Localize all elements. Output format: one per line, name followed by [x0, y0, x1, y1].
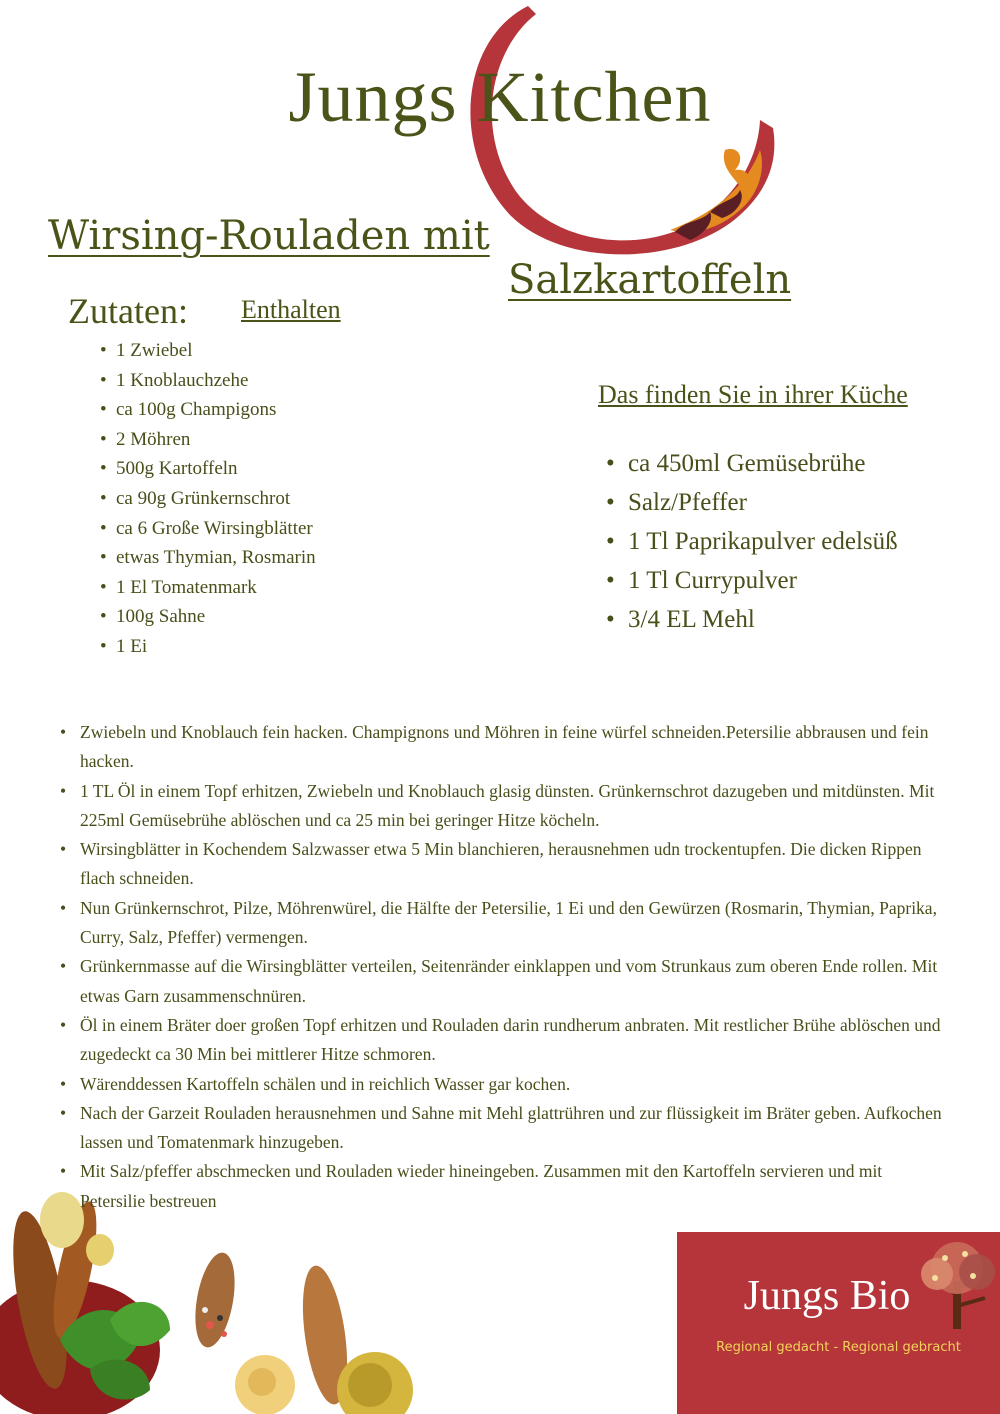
list-item: • 1 Tl Currypulver — [606, 561, 996, 600]
list-item: • 1 Ei — [100, 632, 460, 662]
list-item: • Öl in einem Bräter doer großen Topf erhitzen und Rouladen darin rundherum anbraten. Mit restlicher Brühe ablöschen und zugedeckt ca 30 Min bei mittlerer Hitze schmoren. — [60, 1011, 950, 1070]
list-item: • 2 Möhren — [100, 425, 460, 455]
list-item: • Grünkernmasse auf die Wirsingblätter verteilen, Seitenränder einklappen und vom Strunkaus zum oberen Ende rollen. Mit etwas Garn zusammenschnüren. — [60, 952, 950, 1011]
list-item: • ca 100g Champigons — [100, 395, 460, 425]
list-item: • ca 450ml Gemüsebrühe — [606, 444, 996, 483]
ingredients-sub-label: Enthalten — [241, 295, 341, 324]
ingredients-heading: Zutaten: — [68, 291, 188, 331]
list-item: • 1 Zwiebel — [100, 336, 460, 366]
recipe-title-line1: Wirsing-Rouladen mit — [48, 213, 490, 259]
logo-tagline: Regional gedacht - Regional gebracht — [716, 1340, 961, 1355]
list-item: • 500g Kartoffeln — [100, 454, 460, 484]
brand-title: Jungs Kitchen — [288, 57, 712, 137]
kitchen-list — [606, 444, 996, 639]
list-item: • Wirsingblätter in Kochendem Salzwasser etwa 5 Min blanchieren, herausnehmen udn trockentupfen. Die dicken Rippen flach schneiden. — [60, 835, 950, 894]
list-item: • 1 TL Öl in einem Topf erhitzen, Zwiebeln und Knoblauch glasig dünsten. Grünkernschrot dazugeben und mitdünsten. Mit 225ml Gemüsebrühe ablöschen und ca 25 min bei geringer Hitze köcheln. — [60, 777, 950, 836]
list-item: • Wärenddessen Kartoffeln schälen und in reichlich Wasser gar kochen. — [60, 1070, 950, 1099]
list-item: • 1 Knoblauchzehe — [100, 366, 460, 396]
list-item: • ca 6 Große Wirsingblätter — [100, 514, 460, 544]
recipe-title-line2: Salzkartoffeln — [508, 257, 792, 303]
list-item: • 100g Sahne — [100, 602, 460, 632]
list-item: • Nach der Garzeit Rouladen herausnehmen und Sahne mit Mehl glattrühren und zur flüssigkeit im Bräter geben. Aufkochen lassen und Tomatenmark hinzugeben. — [60, 1099, 950, 1158]
list-item: • Salz/Pfeffer — [606, 483, 996, 522]
list-item: • Nun Grünkernschrot, Pilze, Möhrenwürel, die Hälfte der Petersilie, 1 Ei und den Gewürzen (Rosmarin, Thymian, Paprika, Curry, Salz, Pfeffer) vermengen. — [60, 894, 950, 953]
list-item: • Zwiebeln und Knoblauch fein hacken. Champignons und Möhren in feine würfel schneiden.Petersilie abbrausen und fein hacken. — [60, 718, 950, 777]
kitchen-heading: Das finden Sie in ihrer Küche — [598, 380, 908, 409]
list-item: • Mit Salz/pfeffer abschmecken und Rouladen wieder hineingeben. Zusammen mit den Kartoffeln servieren und mit Petersilie bestreuen — [60, 1157, 950, 1216]
ingredient-list — [100, 336, 460, 662]
list-item: • ca 90g Grünkernschrot — [100, 484, 460, 514]
instruction-steps — [60, 718, 950, 1216]
list-item: • etwas Thymian, Rosmarin — [100, 543, 460, 573]
list-item: • 3/4 EL Mehl — [606, 600, 996, 639]
logo-box — [677, 1232, 1000, 1414]
list-item: • 1 Tl Paprikapulver edelsüß — [606, 522, 996, 561]
logo-name: Jungs Bio — [743, 1273, 911, 1319]
list-item: • 1 El Tomatenmark — [100, 573, 460, 603]
